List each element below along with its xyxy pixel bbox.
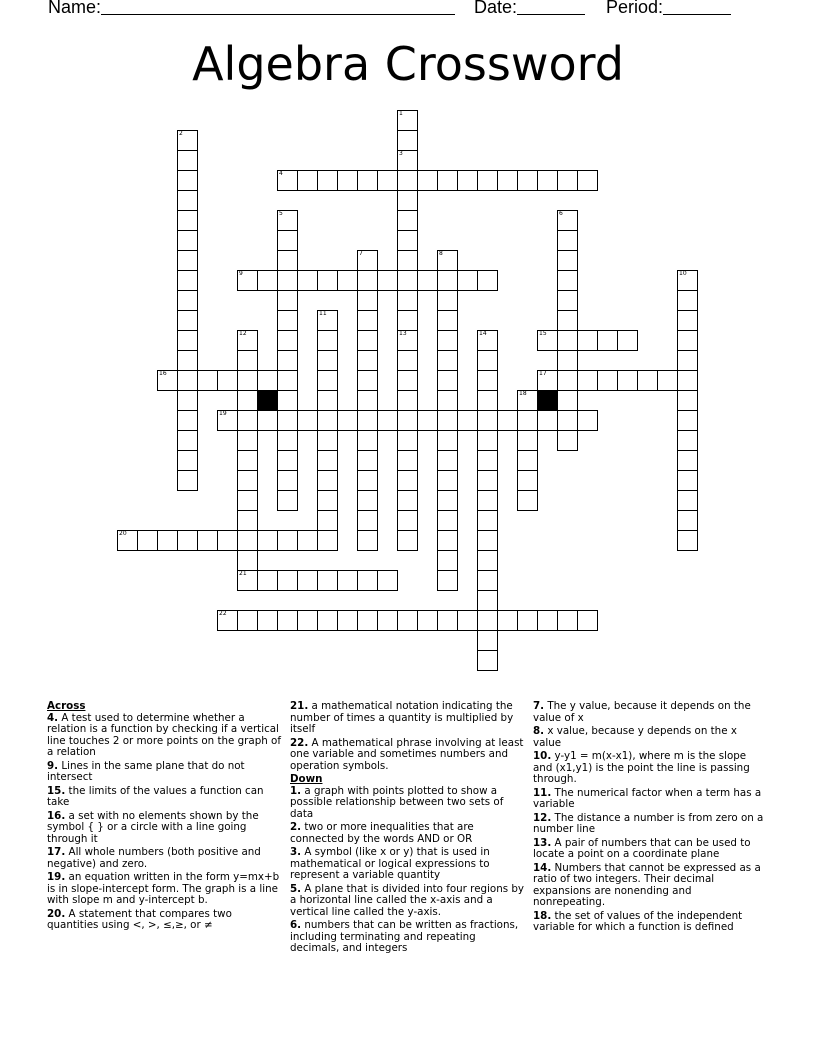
crossword-cell[interactable] — [257, 530, 278, 551]
crossword-cell[interactable] — [277, 370, 298, 391]
page-title: Algebra Crossword — [192, 37, 624, 91]
crossword-cell[interactable] — [397, 270, 418, 291]
crossword-cell[interactable] — [357, 410, 378, 431]
crossword-cell[interactable] — [577, 330, 598, 351]
crossword-cell[interactable] — [577, 170, 598, 191]
crossword-cell[interactable] — [437, 370, 458, 391]
crossword-cell[interactable] — [557, 290, 578, 311]
clue-column-1 — [47, 701, 282, 934]
crossword-cell[interactable] — [257, 610, 278, 631]
crossword-cell[interactable] — [457, 170, 478, 191]
crossword-cell[interactable] — [317, 390, 338, 411]
crossword-cell[interactable] — [477, 490, 498, 511]
crossword-cell[interactable] — [237, 410, 258, 431]
crossword-cell[interactable] — [477, 610, 498, 631]
crossword-cell[interactable] — [337, 170, 358, 191]
clue-down-3: 3. A symbol (like x or y) that is used in mathematical or logical expressions to represent a variable quantity — [290, 846, 490, 881]
crossword-cell[interactable] — [677, 510, 698, 531]
crossword-cell[interactable] — [257, 270, 278, 291]
crossword-cell[interactable] — [337, 270, 358, 291]
crossword-cell[interactable] — [277, 310, 298, 331]
clue-number: 15 — [539, 330, 547, 337]
crossword-cell[interactable] — [277, 390, 298, 411]
crossword-cell[interactable] — [317, 330, 338, 351]
crossword-cell[interactable] — [317, 170, 338, 191]
crossword-cell[interactable] — [137, 530, 158, 551]
clue-down-5: 5. A plane that is divided into four regions by a horizontal line called the x-axis and a vertical line called the y-axis. — [290, 882, 525, 918]
crossword-cell[interactable] — [177, 270, 198, 291]
down-heading: Down — [290, 773, 323, 785]
crossword-cell[interactable] — [277, 430, 298, 451]
crossword-cell[interactable] — [577, 370, 598, 391]
crossword-cell[interactable] — [277, 490, 298, 511]
crossword-cell[interactable] — [357, 350, 378, 371]
crossword-cell[interactable] — [257, 570, 278, 591]
crossword-cell[interactable] — [577, 610, 598, 631]
crossword-cell[interactable] — [437, 470, 458, 491]
crossword-cell[interactable] — [397, 430, 418, 451]
crossword-cell[interactable] — [317, 430, 338, 451]
crossword-cell[interactable] — [197, 370, 218, 391]
crossword-cell[interactable] — [477, 470, 498, 491]
crossword-cell[interactable] — [517, 490, 538, 511]
black-square — [257, 390, 278, 411]
crossword-cell[interactable] — [357, 570, 378, 591]
crossword-cell[interactable] — [357, 310, 378, 331]
crossword-cell[interactable] — [457, 610, 478, 631]
crossword-cell[interactable] — [477, 370, 498, 391]
clue-across-15: 15. the limits of the values a function can take — [47, 784, 264, 808]
clue-number: 18 — [519, 390, 527, 397]
crossword-cell[interactable] — [437, 450, 458, 471]
clue-number: 8 — [439, 250, 443, 257]
crossword-cell[interactable] — [677, 370, 698, 391]
crossword-cell[interactable] — [237, 510, 258, 531]
crossword-cell[interactable] — [177, 410, 198, 431]
crossword-cell[interactable] — [317, 610, 338, 631]
crossword-cell[interactable] — [337, 570, 358, 591]
crossword-cell[interactable] — [337, 410, 358, 431]
clue-number: 2 — [179, 130, 183, 137]
crossword-cell[interactable] — [177, 290, 198, 311]
clue-number: 20 — [119, 530, 127, 537]
crossword-cell[interactable] — [537, 170, 558, 191]
crossword-cell[interactable] — [497, 410, 518, 431]
crossword-cell[interactable] — [277, 610, 298, 631]
crossword-cell[interactable] — [437, 410, 458, 431]
clue-down-1: 1. a graph with points plotted to show a possible relationship between two sets of data — [290, 784, 504, 820]
crossword-cell[interactable] — [437, 530, 458, 551]
crossword-cell[interactable] — [457, 410, 478, 431]
clue-down-2: 2. two or more inequalities that are connected by the words AND or OR — [290, 821, 474, 845]
clue-number: 6 — [559, 210, 563, 217]
crossword-cell[interactable] — [177, 230, 198, 251]
crossword-cell[interactable] — [317, 530, 338, 551]
crossword-cell[interactable] — [237, 350, 258, 371]
crossword-cell[interactable] — [357, 490, 378, 511]
crossword-cell[interactable] — [197, 530, 218, 551]
crossword-cell[interactable] — [517, 430, 538, 451]
crossword-cell[interactable] — [397, 350, 418, 371]
clue-number: 10 — [679, 270, 687, 277]
crossword-cell[interactable] — [377, 570, 398, 591]
period-label: Period: — [606, 0, 664, 17]
crossword-cell[interactable] — [357, 170, 378, 191]
crossword-cell[interactable] — [237, 490, 258, 511]
crossword-cell[interactable] — [297, 270, 318, 291]
crossword-cell[interactable] — [497, 610, 518, 631]
crossword-cell[interactable] — [677, 410, 698, 431]
clue-down-6: 6. numbers that can be written as fractions, including terminating and repeating decimals, and integers — [290, 919, 519, 954]
clue-down-13: 13. A pair of numbers that can be used to locate a point on a coordinate plane — [533, 836, 751, 860]
crossword-cell[interactable] — [397, 410, 418, 431]
crossword-cell[interactable] — [357, 290, 378, 311]
crossword-cell[interactable] — [437, 290, 458, 311]
crossword-cell[interactable] — [177, 190, 198, 211]
crossword-cell[interactable] — [297, 610, 318, 631]
clue-number: 14 — [479, 330, 487, 337]
crossword-cell[interactable] — [337, 610, 358, 631]
crossword-cell[interactable] — [677, 390, 698, 411]
clue-number: 3 — [399, 150, 403, 157]
crossword-cell[interactable] — [277, 230, 298, 251]
crossword-cell[interactable] — [177, 310, 198, 331]
crossword-cell[interactable] — [397, 610, 418, 631]
crossword-cell[interactable] — [497, 170, 518, 191]
crossword-cell[interactable] — [417, 170, 438, 191]
crossword-cell[interactable] — [177, 250, 198, 271]
crossword-cell[interactable] — [397, 390, 418, 411]
crossword-cell[interactable] — [517, 170, 538, 191]
crossword-cell[interactable] — [297, 570, 318, 591]
crossword-cell[interactable] — [397, 170, 418, 191]
clue-number: 4 — [279, 170, 283, 177]
clue-across-4: 4. A test used to determine whether a relation is a function by checking if a vertical line touches 2 or more points on the graph of a relation — [47, 711, 281, 758]
crossword-cell[interactable] — [557, 410, 578, 431]
crossword-cell[interactable] — [177, 150, 198, 171]
crossword-cell[interactable] — [397, 130, 418, 151]
clue-number: 17 — [539, 370, 547, 377]
crossword-cell[interactable] — [357, 330, 378, 351]
crossword-cell[interactable] — [517, 470, 538, 491]
crossword-cell[interactable] — [437, 610, 458, 631]
crossword-cell[interactable] — [557, 250, 578, 271]
crossword-cell[interactable] — [557, 350, 578, 371]
crossword-cell[interactable] — [377, 610, 398, 631]
crossword-cell[interactable] — [317, 510, 338, 531]
clue-column-3 — [533, 701, 765, 936]
crossword-cell[interactable] — [437, 490, 458, 511]
crossword-cell[interactable] — [557, 390, 578, 411]
crossword-cell[interactable] — [237, 550, 258, 571]
crossword-cell[interactable] — [297, 530, 318, 551]
crossword-cell[interactable] — [477, 170, 498, 191]
crossword-cell[interactable] — [157, 530, 178, 551]
crossword-cell[interactable] — [397, 250, 418, 271]
crossword-cell[interactable] — [557, 330, 578, 351]
crossword-cell[interactable] — [257, 370, 278, 391]
crossword-cell[interactable] — [437, 350, 458, 371]
crossword-cell[interactable] — [417, 410, 438, 431]
crossword-cell[interactable] — [437, 430, 458, 451]
crossword-cell[interactable] — [577, 410, 598, 431]
clue-across-22: 22. A mathematical phrase involving at least one variable and sometimes numbers and operation symbols. — [290, 736, 524, 772]
crossword-cell[interactable] — [477, 410, 498, 431]
crossword-cell[interactable] — [517, 610, 538, 631]
crossword-cell[interactable] — [177, 530, 198, 551]
crossword-cell[interactable] — [477, 630, 498, 651]
crossword-cell[interactable] — [397, 290, 418, 311]
clue-number: 9 — [239, 270, 243, 277]
clue-number: 19 — [219, 410, 227, 417]
clue-down-8: 8. x value, because y depends on the x value — [533, 725, 737, 749]
crossword-cell[interactable] — [357, 510, 378, 531]
crossword-cell[interactable] — [317, 410, 338, 431]
crossword-cell[interactable] — [317, 450, 338, 471]
crossword-cell[interactable] — [437, 390, 458, 411]
crossword-cell[interactable] — [417, 610, 438, 631]
crossword-cell[interactable] — [677, 310, 698, 331]
crossword-cell[interactable] — [557, 230, 578, 251]
crossword-cell[interactable] — [277, 250, 298, 271]
crossword-cell[interactable] — [397, 190, 418, 211]
crossword-cell[interactable] — [317, 350, 338, 371]
crossword-cell[interactable] — [677, 450, 698, 471]
crossword-cell[interactable] — [397, 230, 418, 251]
crossword-cell[interactable] — [477, 430, 498, 451]
crossword-cell[interactable] — [397, 310, 418, 331]
crossword-cell[interactable] — [177, 430, 198, 451]
clue-number: 11 — [319, 310, 327, 317]
crossword-cell[interactable] — [357, 370, 378, 391]
crossword-cell[interactable] — [557, 430, 578, 451]
crossword-cell[interactable] — [637, 370, 658, 391]
crossword-cell[interactable] — [277, 350, 298, 371]
clue-across-19: 19. an equation written in the form y=mx+b is in slope-intercept form. The graph is a line with slope m and y-intercept b. — [47, 871, 280, 906]
crossword-cell[interactable] — [477, 450, 498, 471]
crossword-cell[interactable] — [317, 570, 338, 591]
clue-across-21: 21. a mathematical notation indicating the number of times a quantity is multiplied by itself — [290, 700, 514, 735]
crossword-cell[interactable] — [357, 610, 378, 631]
crossword-cell[interactable] — [477, 590, 498, 611]
crossword-cell[interactable] — [217, 370, 238, 391]
crossword-cell[interactable] — [417, 270, 438, 291]
clue-across-17: 17. All whole numbers (both positive and negative) and zero. — [47, 846, 261, 870]
clue-across-16: 16. a set with no elements shown by the symbol { } or a circle with a line going through it — [47, 809, 259, 845]
crossword-cell[interactable] — [357, 270, 378, 291]
crossword-cell[interactable] — [177, 390, 198, 411]
clue-down-7: 7. The y value, because it depends on the value of x — [533, 700, 751, 724]
crossword-cell[interactable] — [477, 550, 498, 571]
crossword-cell[interactable] — [557, 310, 578, 331]
crossword-cell[interactable] — [457, 270, 478, 291]
crossword-cell[interactable] — [277, 450, 298, 471]
crossword-cell[interactable] — [277, 470, 298, 491]
crossword-cell[interactable] — [217, 530, 238, 551]
black-square — [537, 390, 558, 411]
clue-column-2 — [290, 701, 526, 957]
crossword-cell[interactable] — [657, 370, 678, 391]
crossword-cell[interactable] — [317, 370, 338, 391]
crossword-cell[interactable] — [177, 450, 198, 471]
crossword-cell[interactable] — [357, 470, 378, 491]
crossword-cell[interactable] — [477, 270, 498, 291]
crossword-cell[interactable] — [517, 450, 538, 471]
clue-number: 13 — [399, 330, 407, 337]
crossword-cell[interactable] — [437, 310, 458, 331]
crossword-cell[interactable] — [397, 490, 418, 511]
crossword-cell[interactable] — [377, 270, 398, 291]
clue-number: 12 — [239, 330, 247, 337]
clue-number: 21 — [239, 570, 247, 577]
clue-down-10: 10. y-y1 = m(x-x1), where m is the slope and (x1,y1) is the point the line is passing through. — [533, 750, 750, 785]
crossword-cell[interactable] — [357, 530, 378, 551]
crossword-cell[interactable] — [237, 430, 258, 451]
crossword-cell[interactable] — [237, 450, 258, 471]
crossword-cell[interactable] — [397, 210, 418, 231]
crossword-cell[interactable] — [557, 270, 578, 291]
crossword-cell[interactable] — [437, 510, 458, 531]
crossword-cell[interactable] — [477, 530, 498, 551]
crossword-cell[interactable] — [237, 390, 258, 411]
date-label: Date: — [474, 0, 518, 17]
crossword-cell[interactable] — [397, 450, 418, 471]
crossword-cell[interactable] — [357, 450, 378, 471]
clue-down-11: 11. The numerical factor when a term has a variable — [533, 786, 762, 810]
crossword-cell[interactable] — [557, 610, 578, 631]
crossword-cell[interactable] — [277, 410, 298, 431]
clue-number: 7 — [359, 250, 363, 257]
crossword-cell[interactable] — [177, 370, 198, 391]
crossword-cell[interactable] — [437, 330, 458, 351]
across-heading: Across — [47, 700, 86, 712]
crossword-cell[interactable] — [677, 490, 698, 511]
crossword-cell[interactable] — [297, 410, 318, 431]
crossword-cell[interactable] — [377, 170, 398, 191]
crossword-cell[interactable] — [177, 350, 198, 371]
crossword-cell[interactable] — [237, 470, 258, 491]
crossword-cell[interactable] — [677, 290, 698, 311]
crossword-cell[interactable] — [597, 370, 618, 391]
crossword-cell[interactable] — [317, 470, 338, 491]
clue-down-12: 12. The distance a number is from zero on a number line — [533, 811, 764, 835]
crossword-cell[interactable] — [437, 170, 458, 191]
clue-number: 16 — [159, 370, 167, 377]
crossword-cell[interactable] — [597, 330, 618, 351]
name-label: Name: — [48, 0, 102, 17]
crossword-cell[interactable] — [237, 610, 258, 631]
crossword-cell[interactable] — [617, 330, 638, 351]
crossword-cell[interactable] — [177, 210, 198, 231]
crossword-cell[interactable] — [277, 330, 298, 351]
crossword-cell[interactable] — [237, 370, 258, 391]
clue-across-9: 9. Lines in the same plane that do not intersect — [47, 759, 245, 783]
crossword-cell[interactable] — [177, 330, 198, 351]
crossword-cell[interactable] — [477, 650, 498, 671]
crossword-cell[interactable] — [377, 410, 398, 431]
crossword-cell[interactable] — [537, 410, 558, 431]
clue-number: 22 — [219, 610, 227, 617]
crossword-cell[interactable] — [437, 270, 458, 291]
crossword-cell[interactable] — [477, 350, 498, 371]
crossword-cell[interactable] — [477, 390, 498, 411]
crossword-cell[interactable] — [677, 530, 698, 551]
crossword-cell[interactable] — [277, 530, 298, 551]
crossword-cell[interactable] — [477, 510, 498, 531]
crossword-cell[interactable] — [397, 470, 418, 491]
crossword-cell[interactable] — [237, 530, 258, 551]
crossword-cell[interactable] — [537, 610, 558, 631]
clue-down-14: 14. Numbers that cannot be expressed as a ratio of two integers. Their decimal expansions are nonending and nonrepeating. — [533, 861, 761, 908]
crossword-cell[interactable] — [357, 430, 378, 451]
clue-number: 1 — [399, 110, 403, 117]
crossword-cell[interactable] — [357, 390, 378, 411]
crossword-cell[interactable] — [397, 530, 418, 551]
crossword-cell[interactable] — [177, 170, 198, 191]
crossword-cell[interactable] — [617, 370, 638, 391]
crossword-cell[interactable] — [677, 330, 698, 351]
crossword-cell[interactable] — [277, 270, 298, 291]
crossword-cell[interactable] — [557, 170, 578, 191]
crossword-cell[interactable] — [437, 570, 458, 591]
clue-number: 5 — [279, 210, 283, 217]
crossword-cell[interactable] — [277, 570, 298, 591]
crossword-cell[interactable] — [177, 470, 198, 491]
crossword-cell[interactable] — [557, 370, 578, 391]
crossword-cell[interactable] — [257, 410, 278, 431]
crossword-cell[interactable] — [277, 290, 298, 311]
crossword-cell[interactable] — [397, 370, 418, 391]
clue-down-18: 18. the set of values of the independent variable for which a function is defined — [533, 909, 743, 933]
crossword-cell[interactable] — [677, 430, 698, 451]
crossword-cell[interactable] — [397, 510, 418, 531]
crossword-cell[interactable] — [317, 490, 338, 511]
clue-across-20: 20. A statement that compares two quantities using <, >, ≤,≥, or ≠ — [47, 907, 232, 931]
crossword-cell[interactable] — [477, 570, 498, 591]
crossword-cell[interactable] — [677, 350, 698, 371]
crossword-cell[interactable] — [437, 550, 458, 571]
crossword-cell[interactable] — [317, 270, 338, 291]
crossword-cell[interactable] — [517, 410, 538, 431]
crossword-cell[interactable] — [297, 170, 318, 191]
crossword-cell[interactable] — [677, 470, 698, 491]
